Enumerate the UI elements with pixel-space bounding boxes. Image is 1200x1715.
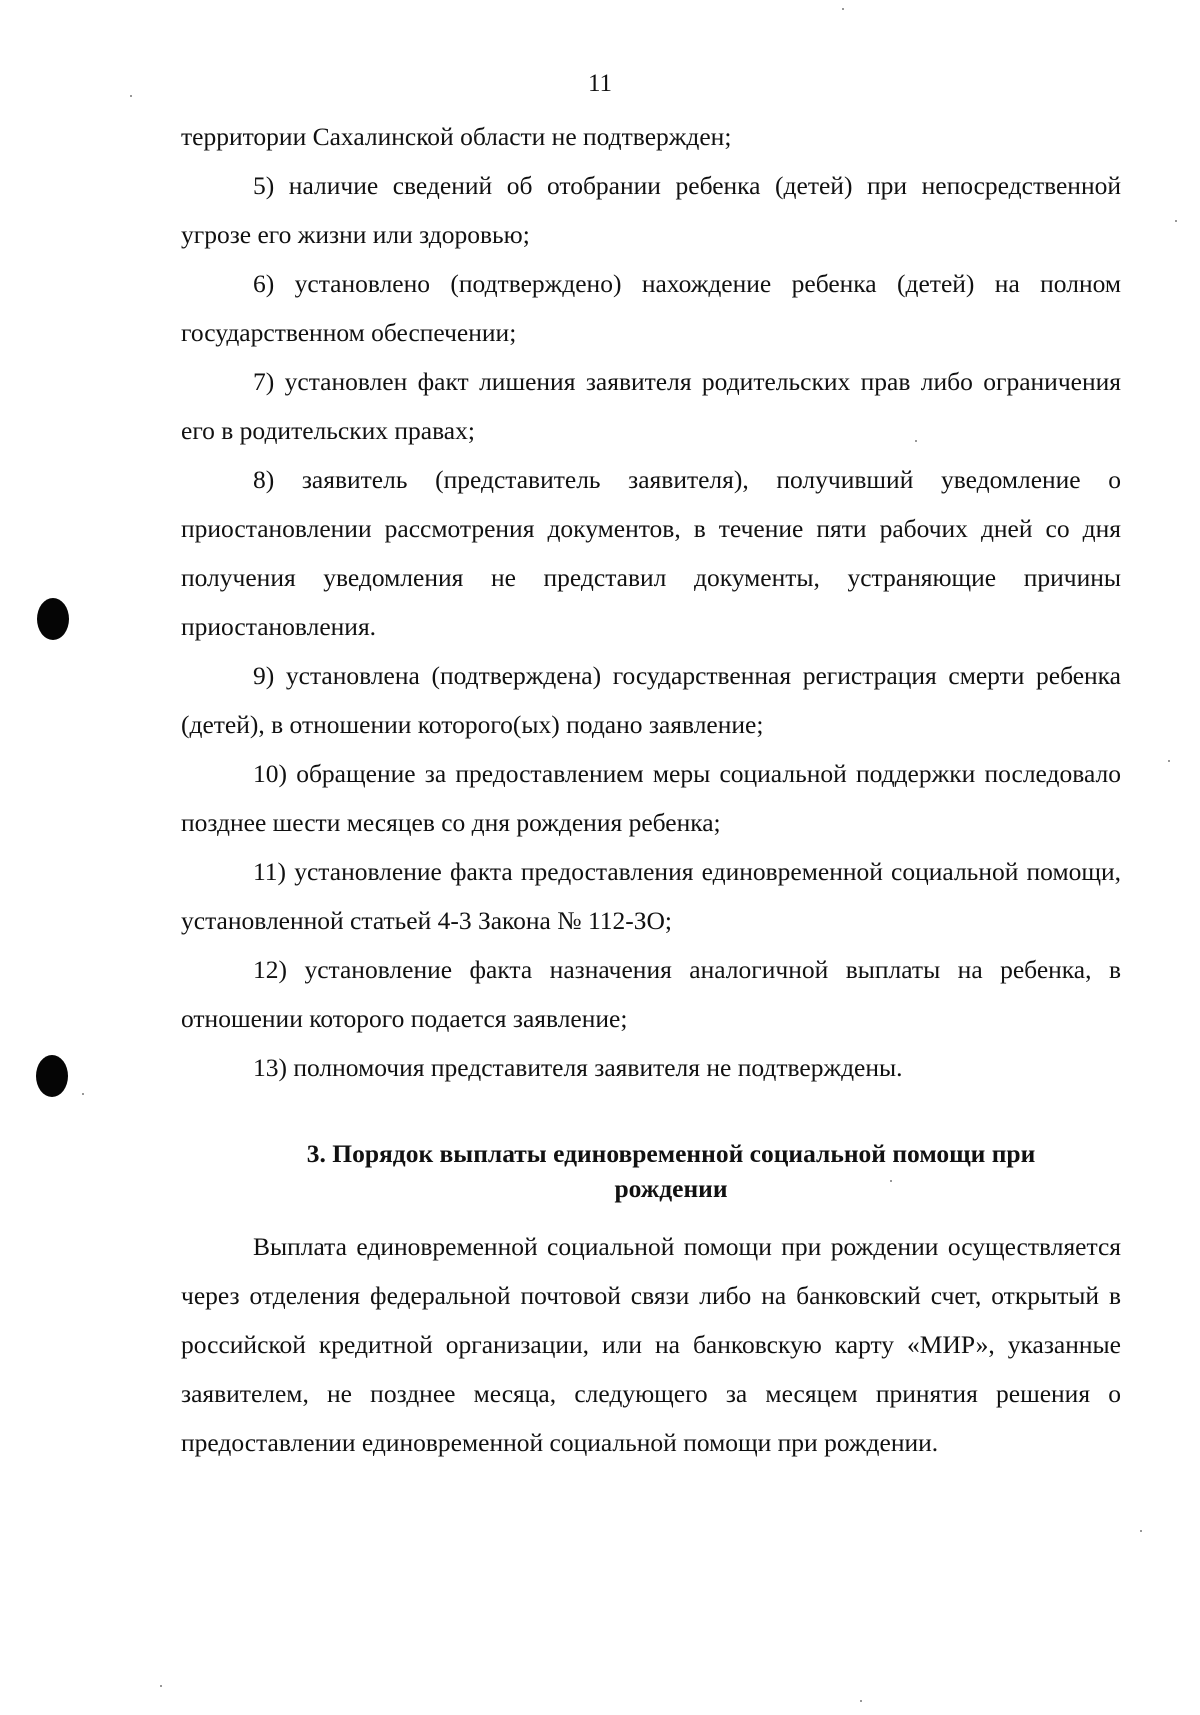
- list-item-7: 7) установлен факт лишения заявителя родительских прав либо ограничения его в родительских правах;: [181, 367, 1121, 445]
- section-heading-line-2: рождении: [614, 1174, 728, 1203]
- list-item-9: 9) установлена (подтверждена) государственная регистрация смерти ребенка (детей), в отношении которого(ых) подано заявление;: [181, 661, 1121, 739]
- list-item-10: 10) обращение за предоставлением меры социальной поддержки последовало позднее шести месяцев со дня рождения ребенка;: [181, 759, 1121, 837]
- list-item-11: 11) установление факта предоставления единовременной социальной помощи, установленной статьей 4-3 Закона № 112-ЗО;: [181, 857, 1121, 935]
- punch-hole-mark: [36, 1055, 68, 1097]
- paragraph-continuation: территории Сахалинской области не подтвержден;: [181, 122, 732, 151]
- scan-speck: [130, 95, 132, 97]
- punch-hole-mark: [37, 598, 69, 640]
- scan-speck: [1168, 760, 1170, 762]
- section-heading-line-1: 3. Порядок выплаты единовременной социальной помощи при: [306, 1139, 1036, 1168]
- list-item-12: 12) установление факта назначения аналогичной выплаты на ребенка, в отношении которого подается заявление;: [181, 955, 1121, 1033]
- scan-speck: [890, 1180, 892, 1182]
- scan-speck: [842, 8, 844, 10]
- scan-speck: [915, 440, 917, 442]
- scan-speck: [160, 1685, 162, 1687]
- scan-speck: [82, 1093, 84, 1095]
- scan-speck: [860, 1700, 862, 1702]
- section-heading: [181, 1136, 1121, 1206]
- list-item-5: 5) наличие сведений об отобрании ребенка (детей) при непосредственной угрозе его жизни или здоровью;: [181, 171, 1121, 249]
- list-item-8: 8) заявитель (представитель заявителя), получивший уведомление о приостановлении рассмотрения документов, в течение пяти рабочих дней со дня получения уведомления не представил документы, устраняющие причины приостановления.: [181, 465, 1121, 641]
- page-number: 11: [587, 70, 613, 97]
- list-item-13: 13) полномочия представителя заявителя не подтверждены.: [253, 1053, 903, 1082]
- document-body: [181, 112, 1121, 1467]
- scan-speck: [1140, 1530, 1142, 1532]
- scan-speck: [1175, 220, 1177, 222]
- list-item-6: 6) установлено (подтверждено) нахождение ребенка (детей) на полном государственном обеспечении;: [181, 269, 1121, 347]
- section-body-paragraph: Выплата единовременной социальной помощи при рождении осуществляется через отделения федеральной почтовой связи либо на банковский счет, открытый в российской кредитной организации, или на банковскую карту «МИР», указанные заявителем, не позднее месяца, следующего за месяцем принятия решения о предоставлении единовременной социальной помощи при рождении.: [181, 1232, 1121, 1457]
